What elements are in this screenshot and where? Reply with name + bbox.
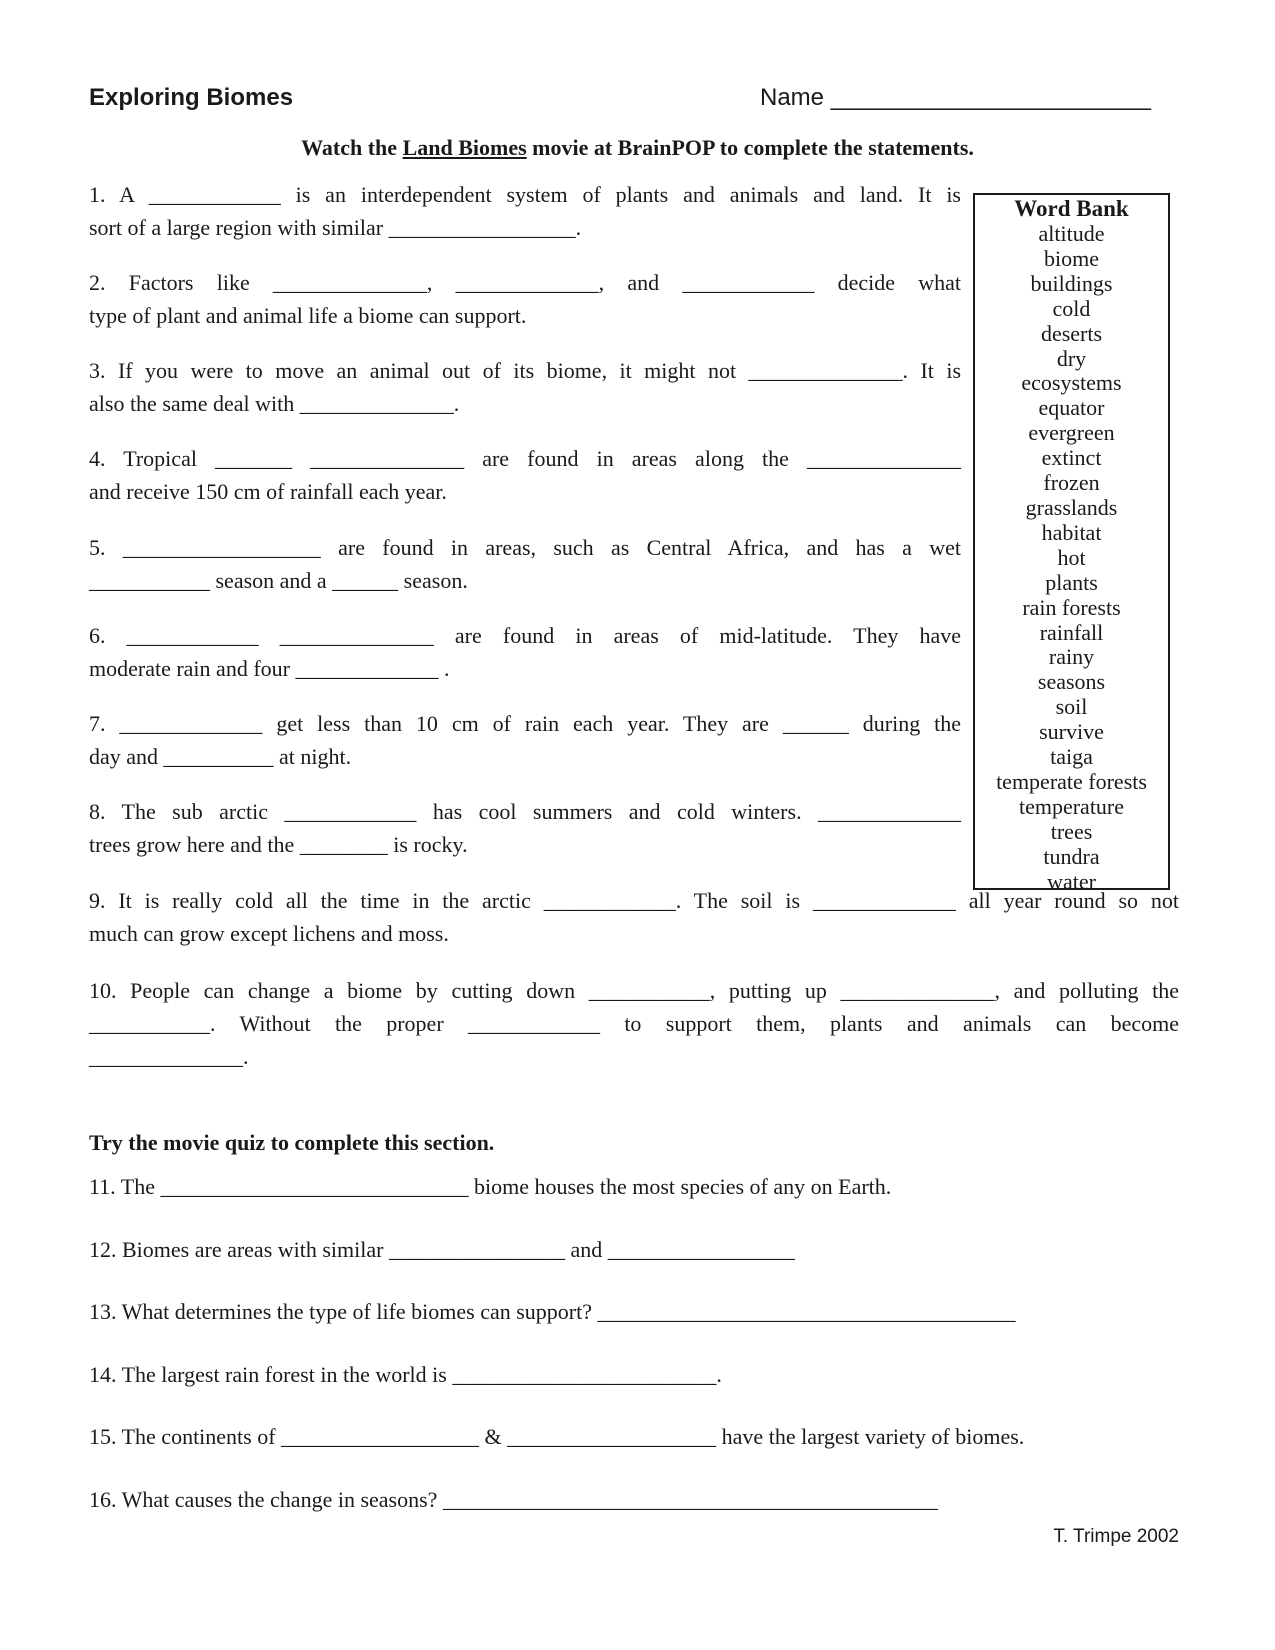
question-line: 5. __________________ are found in areas, such as Central Africa, and has a wet — [89, 535, 961, 560]
word-bank-list — [975, 222, 1168, 894]
word-bank-item: temperature — [1018, 793, 1125, 819]
word-bank-item: biome — [1044, 245, 1099, 271]
word-bank-item: rain forests — [1022, 594, 1121, 620]
word-bank-item: taiga — [1050, 744, 1093, 770]
question-line: 1. A ____________ is an interdependent system of plants and animals and land. It is — [89, 182, 961, 207]
question-line: ______________. — [89, 1044, 249, 1069]
word-bank-item: extinct — [1041, 445, 1102, 471]
question-line: ___________ season and a ______ season. — [89, 568, 468, 593]
question-10 — [89, 974, 1179, 1073]
question-line: 8. The sub arctic ____________ has cool summers and cold winters. _____________ — [89, 799, 961, 824]
question-line: 4. Tropical _______ ______________ are found in areas along the ______________ — [89, 446, 961, 471]
question-3 — [89, 354, 961, 420]
quiz-question-16: 16. What causes the change in seasons? _____________________________________________ — [89, 1487, 938, 1512]
quiz-question-13: 13. What determines the type of life biomes can support? ______________________________________ — [89, 1299, 1016, 1324]
author-credit: T. Trimpe 2002 — [1053, 1526, 1179, 1547]
word-bank-item: altitude — [1038, 221, 1105, 246]
question-line: moderate rain and four _____________ . — [89, 656, 450, 681]
word-bank-item: grasslands — [1025, 494, 1118, 520]
word-bank-item: rainfall — [1039, 619, 1104, 645]
question-line: also the same deal with ______________. — [89, 391, 460, 416]
quiz-question-12: 12. Biomes are areas with similar ________________ and _________________ — [89, 1237, 795, 1262]
worksheet-title: Exploring Biomes — [89, 84, 294, 111]
instructions-pre: Watch the — [301, 135, 403, 160]
name-field: Name ________________________ — [760, 84, 1152, 111]
word-bank-item: hot — [1057, 544, 1086, 570]
word-bank-item: cold — [1052, 295, 1091, 321]
word-bank-item: soil — [1055, 694, 1088, 720]
word-bank-item: trees — [1050, 818, 1093, 844]
question-line: trees grow here and the ________ is rocky. — [89, 832, 468, 857]
word-bank-item: tundra — [1043, 843, 1100, 869]
land-biomes-link-text: Land Biomes — [402, 135, 527, 160]
word-bank-item: ecosystems — [1021, 370, 1122, 396]
question-7 — [89, 707, 961, 773]
word-bank-item: rainy — [1048, 644, 1095, 670]
quiz-question-14: 14. The largest rain forest in the world is ________________________. — [89, 1362, 722, 1387]
question-line: day and __________ at night. — [89, 744, 352, 769]
quiz-question-15: 15. The continents of __________________ & ___________________ have the largest variety of biomes. — [89, 1424, 1025, 1449]
word-bank-item: buildings — [1030, 270, 1113, 296]
word-bank-item: frozen — [1043, 470, 1100, 496]
word-bank-item: evergreen — [1028, 420, 1115, 446]
question-8 — [89, 795, 961, 861]
question-line: ___________. Without the proper ____________ to support them, plants and animals can become — [89, 1011, 1179, 1036]
question-2 — [89, 266, 961, 332]
word-bank-title: Word Bank — [1014, 196, 1129, 221]
question-line: 3. If you were to move an animal out of its biome, it might not ______________. It is — [89, 358, 961, 383]
word-bank-item: deserts — [1040, 320, 1103, 346]
question-line: 9. It is really cold all the time in the arctic ____________. The soil is _____________ all year round so not — [89, 888, 1179, 913]
question-line: type of plant and animal life a biome can support. — [89, 303, 527, 328]
word-bank-item: temperate forests — [996, 768, 1147, 794]
word-bank-item: dry — [1056, 345, 1087, 371]
question-line: sort of a large region with similar _________________. — [89, 215, 582, 240]
word-bank — [973, 193, 1170, 894]
word-bank-item: survive — [1039, 719, 1104, 745]
question-line: 10. People can change a biome by cutting down ___________, putting up ______________, and polluting the — [89, 978, 1179, 1003]
question-line: 7. _____________ get less than 10 cm of rain each year. They are ______ during the — [89, 711, 961, 736]
quiz-heading: Try the movie quiz to complete this section. — [89, 1130, 495, 1155]
word-bank-item: equator — [1038, 395, 1105, 421]
word-bank-item: plants — [1045, 569, 1098, 595]
question-6 — [89, 619, 961, 685]
word-bank-item: habitat — [1041, 519, 1102, 545]
word-bank-item: water — [1047, 868, 1096, 894]
question-4 — [89, 442, 961, 508]
question-line: 6. ____________ ______________ are found in areas of mid-latitude. They have — [89, 623, 961, 648]
question-1 — [89, 178, 961, 244]
instructions — [0, 135, 1275, 161]
question-line: 2. Factors like ______________, _____________, and ____________ decide what — [89, 270, 961, 295]
question-5 — [89, 531, 961, 597]
quiz-question-11: 11. The ____________________________ biome houses the most species of any on Earth. — [89, 1174, 892, 1199]
instructions-post: movie at BrainPOP to complete the statements. — [526, 135, 974, 160]
question-line: and receive 150 cm of rainfall each year. — [89, 479, 447, 504]
word-bank-item: seasons — [1037, 669, 1106, 695]
question-line: much can grow except lichens and moss. — [89, 921, 449, 946]
